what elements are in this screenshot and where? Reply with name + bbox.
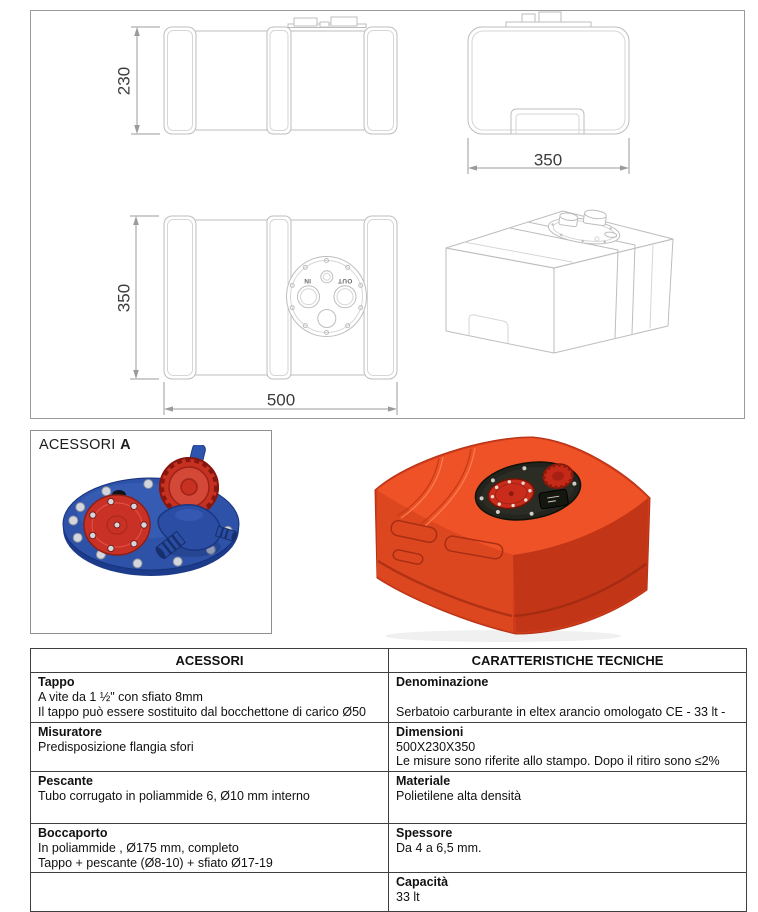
term-line: A vite da 1 ½" con sfiato 8mm (38, 690, 203, 705)
term-title: Dimensioni (396, 724, 464, 739)
table-row-misuratore-dimensioni (31, 722, 747, 771)
term-line: Polietilene alta densità (396, 788, 522, 803)
top-view-height-dimension (130, 216, 159, 379)
tank-body (375, 437, 650, 634)
cell-capacita (389, 873, 747, 912)
term-line: Predisposizione flangia sfori (38, 739, 194, 754)
term-line: In poliammide , Ø175 mm, completo (38, 840, 239, 855)
dimension-label-500: 500 (266, 390, 296, 410)
term-title: Tappo (38, 675, 75, 690)
side-view-top-fittings (506, 12, 591, 27)
technical-drawing-svg (31, 11, 744, 418)
technical-drawing-panel (30, 10, 745, 419)
term-line: Il tappo può essere sostituito dal bocchettone di carico Ø50 (38, 704, 366, 719)
accessories-title-letter: A (120, 437, 131, 453)
tank-photo-svg (353, 428, 665, 644)
red-inspection-plate (84, 495, 150, 555)
dimension-label-350-side: 350 (533, 150, 563, 170)
side-view-drawing (468, 12, 629, 174)
isometric-view-drawing (446, 204, 673, 353)
term-line: Tubo corrugato in poliammide 6, Ø10 mm interno (38, 788, 310, 803)
accessories-title-text: ACESSORI (39, 437, 116, 453)
term-title: Misuratore (38, 724, 102, 739)
cell-boccaporto (31, 824, 389, 873)
term-line: Da 4 a 6,5 mm. (396, 840, 482, 855)
cell-tappo (31, 673, 389, 723)
front-view-top-fittings (288, 17, 366, 28)
term-line: Serbatoio carburante in eltex arancio omologato CE - 33 lt - (396, 705, 726, 720)
dimension-label-350-top: 350 (114, 283, 134, 313)
cell-pescante (31, 772, 389, 824)
table-row-boccaporto-spessore (31, 824, 747, 873)
term-title: Capacità (396, 875, 449, 890)
accessories-box (30, 430, 272, 634)
cell-materiale (389, 772, 747, 824)
isometric-flange (547, 204, 623, 248)
port-label-out: OUT (337, 277, 353, 284)
cell-spessore (389, 824, 747, 873)
term-line: 500X230X350 (396, 739, 476, 754)
term-title: Boccaporto (38, 826, 108, 841)
spec-table-header-row (31, 649, 747, 673)
front-view-height-dimension (131, 27, 160, 134)
table-row-capacita (31, 873, 747, 912)
port-label-in: IN (303, 277, 312, 284)
term-line: 33 lt (396, 890, 420, 905)
accessories-photo (31, 445, 271, 631)
term-line: Le misure sono riferite allo stampo. Dopo il ritiro sono ≤2% (396, 754, 720, 769)
term-title: Pescante (38, 774, 93, 789)
dimension-label-230: 230 (114, 66, 134, 96)
cell-denominazione (389, 673, 747, 723)
cell-empty (31, 873, 389, 912)
blue-flange-photo (63, 445, 239, 576)
front-view-drawing (115, 17, 398, 134)
term-title: Spessore (396, 826, 453, 841)
header-caratteristiche: CARATTERISTICHE TECNICHE (389, 649, 747, 673)
cell-misuratore (31, 722, 389, 771)
tank-photo (353, 428, 665, 644)
header-acessori: ACESSORI (31, 649, 389, 673)
spec-table (30, 648, 747, 912)
term-title: Materiale (396, 774, 451, 789)
top-view-drawing (115, 216, 398, 415)
flange-drawing (287, 257, 367, 337)
table-row-tappo-denominazione (31, 673, 747, 723)
accessories-box-title (39, 437, 131, 453)
term-line: Tappo + pescante (Ø8-10) + sfiato Ø17-19 (38, 855, 273, 870)
cell-dimensioni (389, 722, 747, 771)
table-row-pescante-materiale (31, 772, 747, 824)
term-title: Denominazione (396, 675, 489, 690)
